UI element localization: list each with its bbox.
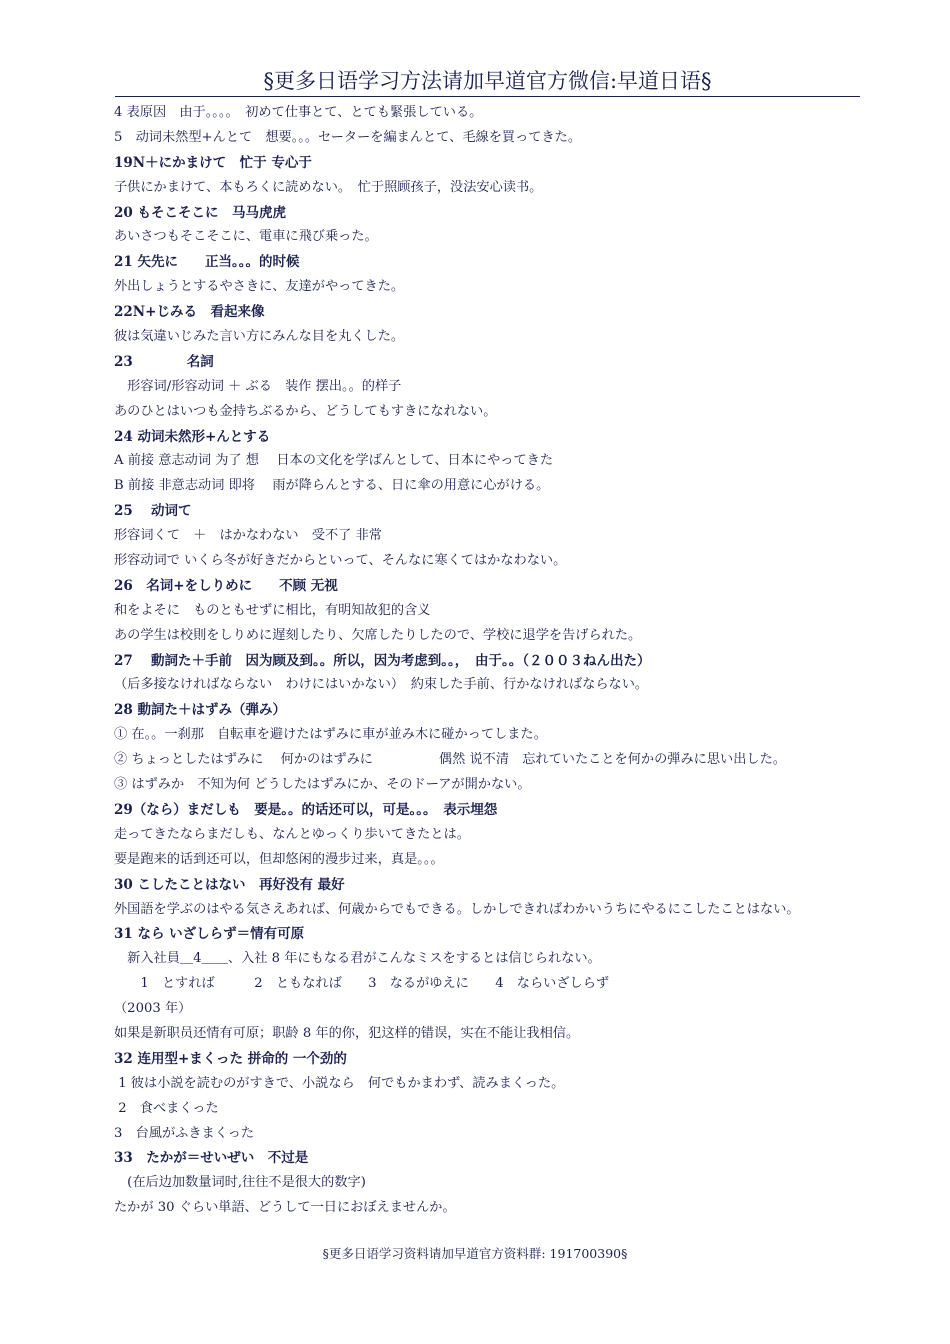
entry-line: あいさつもそこそこに、電車に飛び乗った。 xyxy=(114,229,378,245)
entry-line: 1 とすれば 2 ともなれば 3 なるがゆえに 4 ならいざしらず xyxy=(114,976,610,992)
entry-line: (在后边加数量词时,往往不是很大的数字) xyxy=(114,1175,366,1191)
entry-heading: 19N＋にかまけて 忙于 专心于 xyxy=(114,154,312,171)
entry-line: 形容词くて ＋ はかなわない 受不了 非常 xyxy=(114,528,382,544)
entry-line: 新入社員＿4＿＿、入社 8 年にもなる君がこんなミスをするとは信じられない。 xyxy=(114,951,601,967)
entry-line: たかが 30 ぐらい単語、どうして一日におぼえませんか。 xyxy=(114,1200,456,1216)
entry-heading: 33 たかが＝せいぜい 不过是 xyxy=(114,1150,309,1167)
entry-line: （后多接なければならない わけにはいかない） 約束した手前、行かなければならない。 xyxy=(114,677,649,693)
entry-heading: 20 もそこそこに 马马虎虎 xyxy=(114,204,286,221)
entry-heading: 26 名词+をしりめに 不顾 无视 xyxy=(114,577,338,594)
entry-line: （2003 年） xyxy=(114,1001,192,1017)
entry-line: 外国語を学ぶのはやる気さえあれば、何歳からでもできる。しかしできればわかいうちにやるにこしたことはない。 xyxy=(114,901,800,917)
entry-line: 形容词/形容动词 ＋ ぶる 装作 摆出。。的样子 xyxy=(114,378,402,394)
entry-line: あの学生は校則をしりめに遅刻したり、欠席したりしたので、学校に退学を告げられた。 xyxy=(114,627,642,643)
entry-line: 形容动词で いくら冬が好きだからといって、そんなに寒くてはかなわない。 xyxy=(114,553,567,569)
page-footer: §更多日语学习资料请加早道官方资料群: 191700390§ xyxy=(322,1246,628,1261)
entry-line: 子供にかまけて、本もろくに読めない。 忙于照顾孩子，没法安心读书。 xyxy=(114,179,543,195)
entry-line: 5 动词未然型+んとて 想要。。。セーターを編まんとて、毛線を買ってきた。 xyxy=(114,129,582,145)
entry-heading: 22N+じみる 看起来像 xyxy=(114,304,265,321)
entry-heading: 24 动词未然形+んとする xyxy=(114,428,271,445)
page-header: §更多日语学习方法请加早道官方微信:早道日语§ xyxy=(115,66,860,97)
entry-line: 要是跑来的话到还可以，但却悠闲的漫步过来，真是。。。 xyxy=(114,851,444,867)
entry-line: 2 食べまくった xyxy=(114,1100,219,1116)
entry-heading: 32 连用型+まくった 拼命的 一个劲的 xyxy=(114,1050,347,1067)
entry-line: あのひとはいつも金持ちぶるから、どうしてもすきになれない。 xyxy=(114,403,497,419)
entry-line: A 前接 意志动词 为了 想 日本の文化を学ばんとして、日本にやってきた xyxy=(114,453,554,469)
entry-heading: 31 なら いざしらず＝情有可原 xyxy=(114,926,305,943)
entry-heading: 28 動詞た＋はずみ（弾み） xyxy=(114,702,286,719)
entry-heading: 21 矢先に 正当。。。的时候 xyxy=(114,254,300,271)
entry-line: 和をよそに ものともせずに相比，有明知故犯的含义 xyxy=(114,602,431,618)
entry-line: ② ちょっとしたはずみに 何かのはずみに 偶然 说不清 忘れていたことを何かの弾みに思い出した。 xyxy=(114,752,786,768)
entry-heading: 25 动词て xyxy=(114,503,192,520)
entry-line: 1 彼は小説を読むのがすきで、小説なら 何でもかまわず、読みまくった。 xyxy=(114,1075,565,1091)
entry-line: 如果是新职员还情有可原；职龄 8 年的你，犯这样的错误，实在不能让我相信。 xyxy=(114,1025,580,1041)
entry-line: 外出しょうとするやさきに、友達がやってきた。 xyxy=(114,279,405,295)
entry-line: 4 表原因 由于。。。。 初めて仕事とて、とても緊張している。 xyxy=(114,105,483,120)
entry-heading: 30 こしたことはない 再好没有 最好 xyxy=(114,876,345,893)
entry-line: ① 在。。一刹那 自転車を避けたはずみに車が並み木に碰かってしまた。 xyxy=(114,727,547,743)
document-body xyxy=(114,101,874,1221)
entry-heading: 23 名詞 xyxy=(114,353,214,370)
entry-line: B 前接 非意志动词 即将 雨が降らんとする、日に傘の用意に心がける。 xyxy=(114,478,550,494)
entry-line: ③ はずみか 不知为何 どうしたはずみにか、そのドーアが開かない。 xyxy=(114,777,531,793)
entry-line: 3 台風がふきまくった xyxy=(114,1125,255,1141)
entry-line: 走ってきたならまだしも、なんとゆっくり歩いてきたとは。 xyxy=(114,826,470,842)
entry-heading: 29（なら）まだしも 要是。。的话还可以，可是。。。 表示埋怨 xyxy=(114,801,498,818)
entry-heading: 27 動詞た＋手前 因为顾及到。。所以，因为考虑到。。， 由于。。（２００３ねん出た） xyxy=(114,652,651,669)
entry-line: 彼は気違いじみた言い方にみんな目を丸くした。 xyxy=(114,329,405,345)
